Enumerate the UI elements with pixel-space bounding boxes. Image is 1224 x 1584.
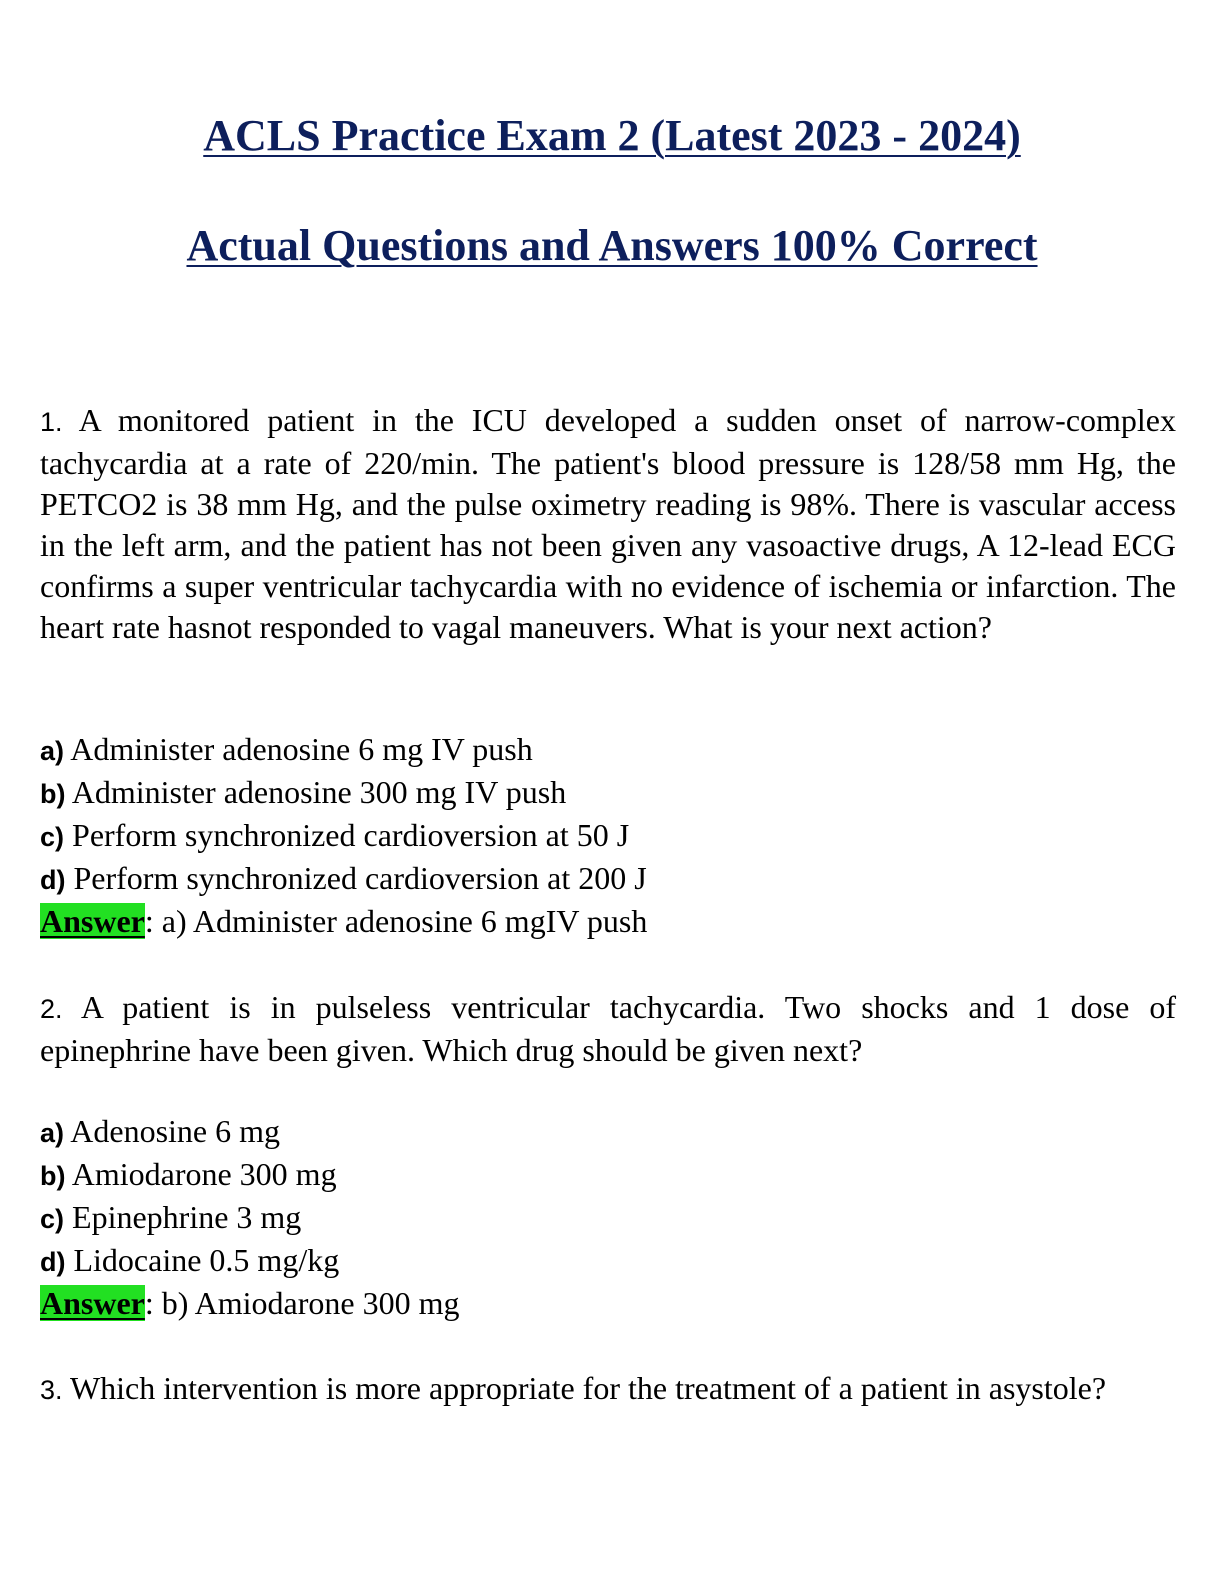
option-letter: c) <box>40 822 65 852</box>
question-3-text <box>40 1368 1176 1411</box>
question-number: 1. <box>40 407 63 437</box>
option-text: Perform synchronized cardioversion at 50 J <box>72 817 630 853</box>
option-a <box>40 729 1176 772</box>
question-1 <box>40 400 1176 648</box>
option-letter: c) <box>40 1204 65 1234</box>
option-letter: d) <box>40 1247 66 1277</box>
answer-line <box>40 901 1176 942</box>
question-body: A monitored patient in the ICU developed a sudden onset of narrow-complex tachycardia at a rate of 220/min. The patient's blood pressure is 128/58 mm Hg, the PETCO2 is 38 mm Hg, and the pulse oximetry reading is 98%. There is vascular access in the left arm, and the patient has not been given any vasoactive drugs, A 12-lead ECG confirms a super ventricular tachycardia with no evidence of ischemia or infarction. The heart rate hasnot responded to vagal maneuvers. What is your next action? <box>40 402 1177 645</box>
page-subtitle: Actual Questions and Answers 100% Correct <box>186 221 1038 270</box>
option-d <box>40 858 1176 901</box>
question-number: 3. <box>40 1375 63 1405</box>
question-2 <box>40 987 1176 1071</box>
option-c <box>40 1197 1176 1240</box>
option-a <box>40 1111 1176 1154</box>
option-letter: b) <box>40 1161 66 1191</box>
option-text: Amiodarone 300 mg <box>71 1156 337 1192</box>
option-b <box>40 1154 1176 1197</box>
option-text: Administer adenosine 6 mg IV push <box>70 731 533 767</box>
question-number: 2. <box>40 994 63 1024</box>
question-3 <box>40 1368 1176 1411</box>
option-d <box>40 1240 1176 1283</box>
option-letter: a) <box>40 1118 65 1148</box>
question-2-text <box>40 987 1176 1071</box>
question-body: Which intervention is more appropriate for the treatment of a patient in asystole? <box>69 1370 1107 1406</box>
option-letter: a) <box>40 736 65 766</box>
answer-text: : a) Administer adenosine 6 mgIV push <box>144 903 648 939</box>
option-letter: d) <box>40 865 66 895</box>
question-body: A patient is in pulseless ventricular tachycardia. Two shocks and 1 dose of epinephrine have been given. Which drug should be given next? <box>40 989 1177 1068</box>
option-text: Administer adenosine 300 mg IV push <box>71 774 567 810</box>
option-text: Adenosine 6 mg <box>70 1113 280 1149</box>
option-c <box>40 815 1176 858</box>
answer-label: Answer <box>40 903 145 939</box>
option-text: Epinephrine 3 mg <box>72 1199 302 1235</box>
question-2-options <box>40 1111 1176 1324</box>
option-text: Lidocaine 0.5 mg/kg <box>73 1242 340 1278</box>
option-b <box>40 772 1176 815</box>
answer-label: Answer <box>40 1285 145 1321</box>
answer-text: : b) Amiodarone 300 mg <box>144 1285 460 1321</box>
page-title: ACLS Practice Exam 2 (Latest 2023 - 2024) <box>203 111 1021 160</box>
option-text: Perform synchronized cardioversion at 200 J <box>73 860 647 896</box>
answer-line <box>40 1283 1176 1324</box>
question-1-options <box>40 729 1176 942</box>
option-letter: b) <box>40 779 66 809</box>
question-1-text <box>40 400 1176 648</box>
